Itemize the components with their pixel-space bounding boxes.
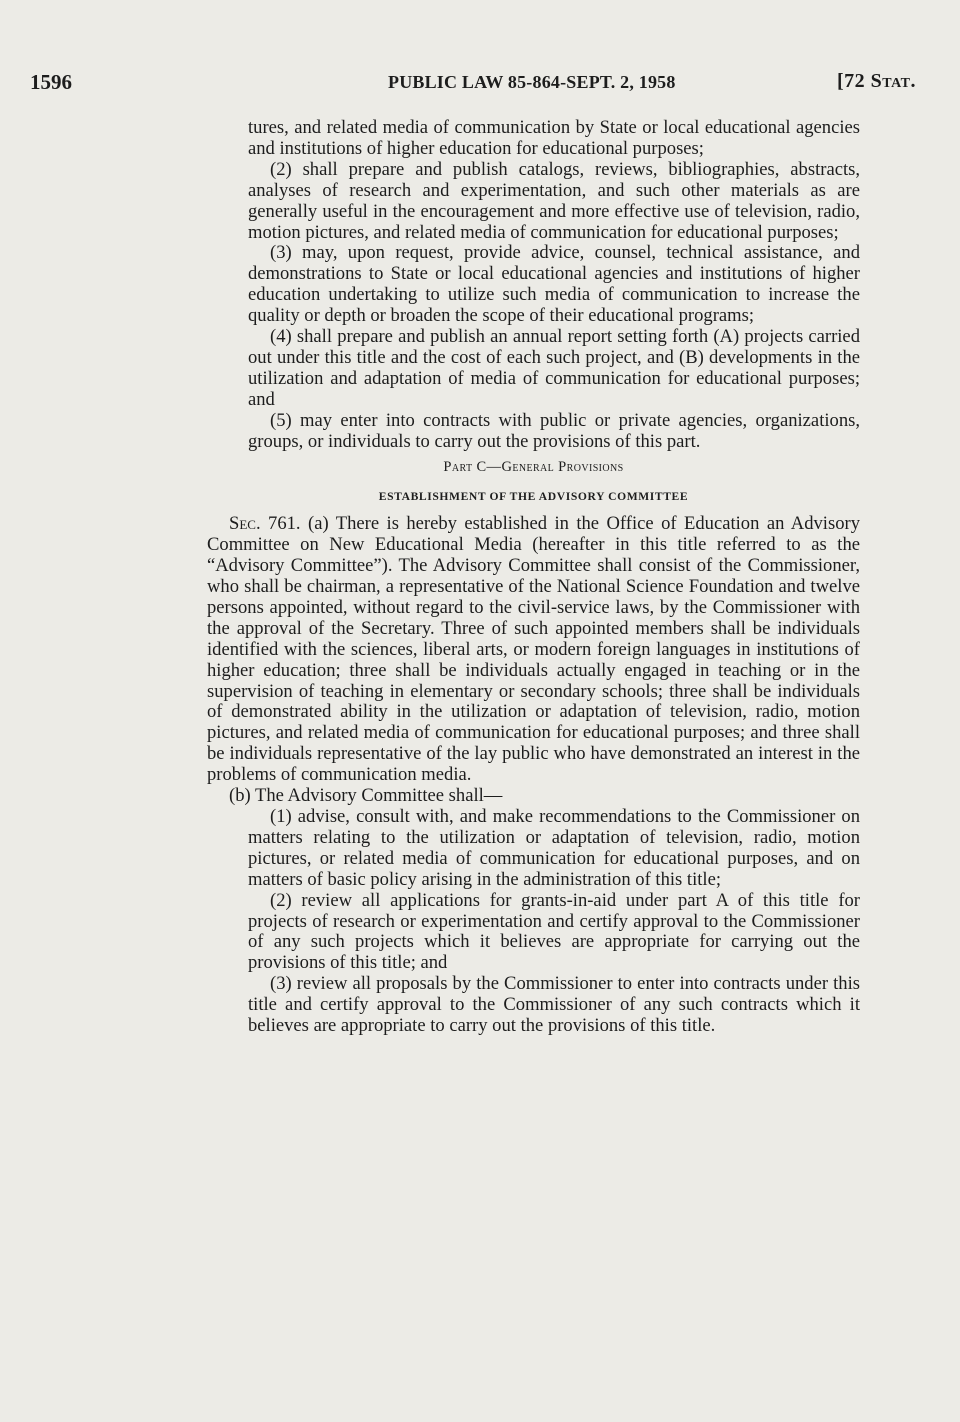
section-761-a-text: (a) There is hereby established in the Office of Education an Advisory Committee on New Educational Media (hereafter in this title referred to as the “Advisory Committee”). The Advisory Committee shall consist of the Commissioner, who shall be chairman, a representative of the National Science Foundation and twelve persons appointed, without regard to the civil-service laws, by the Commissioner with the approval of the Secretary. Three of such appointed members shall be individuals identified with the sciences, liberal arts, or modern foreign languages in institutions of higher education; three shall be individuals actually engaged in teaching or in the supervision of teaching in elementary or secondary schools; three shall be individuals of demonstrated ability in the utilization or adaptation of television, radio, motion pictures, and related media of communication for educational purposes; and three shall be individuals representative of the lay public who have demonstrated an interest in the problems of communication media. (207, 513, 860, 786)
section-label: Sec. 761. (229, 513, 301, 535)
section-761-b-2: (2) review all applications for grants-in-aid under part A of this title for projects of research or experimentation and certify approval to the Commissioner of any such projects which it believes are appropriate for carrying out the provisions of this title; and (248, 889, 860, 974)
paragraph-item-5: (5) may enter into contracts with public or private agencies, organizations, groups, or individuals to carry out the provisions of this part. (248, 409, 860, 452)
section-761-b-1: (1) advise, consult with, and make recommendations to the Commissioner on matters relating to the utilization or adaptation of television, radio, motion pictures, or related media of communication for educational purposes, and on matters of basic policy arising in the administration of this title; (248, 806, 860, 890)
paragraph-item-3: (3) may, upon request, provide advice, counsel, technical assistance, and demonstrations to State or local educational agencies and institutions of higher education undertaking to utilize such media of communication to increase the quality or depth or broaden the scope of their educational programs; (248, 242, 860, 327)
section-761-b-3: (3) review all proposals by the Commissioner to enter into contracts under this title and certify approval to the Commissioner of any such contracts which it believes are appropriate to carry out the provisions of this title. (248, 973, 860, 1037)
page-header (30, 70, 920, 100)
paragraph-item-1-continued: tures, and related media of communication by State or local educational agencies and institutions of higher education for educational purposes; (248, 117, 860, 159)
paragraph-item-2: (2) shall prepare and publish catalogs, reviews, bibliographies, abstracts, analyses of research and experimentation, and such other materials as are generally useful in the encouragement and more effective use of television, radio, motion pictures, and related media of communication for educational purposes; (248, 158, 860, 243)
statute-citation: [72 Stat. (837, 70, 916, 92)
page-body (207, 118, 860, 1037)
section-subheading: ESTABLISHMENT OF THE ADVISORY COMMITTEE (378, 490, 689, 504)
section-761-b: (b) The Advisory Committee shall— (229, 785, 503, 807)
part-c-heading: Part C—General Provisions (443, 458, 624, 475)
page-number: 1596 (30, 70, 72, 94)
running-title: PUBLIC LAW 85-864-SEPT. 2, 1958 (388, 72, 676, 92)
paragraph-item-4: (4) shall prepare and publish an annual report setting forth (A) projects carried out under this title and the cost of each such project, and (B) developments in the utilization and adaptation of media of communication for educational purposes; and (248, 326, 860, 410)
section-761-a (207, 514, 860, 786)
